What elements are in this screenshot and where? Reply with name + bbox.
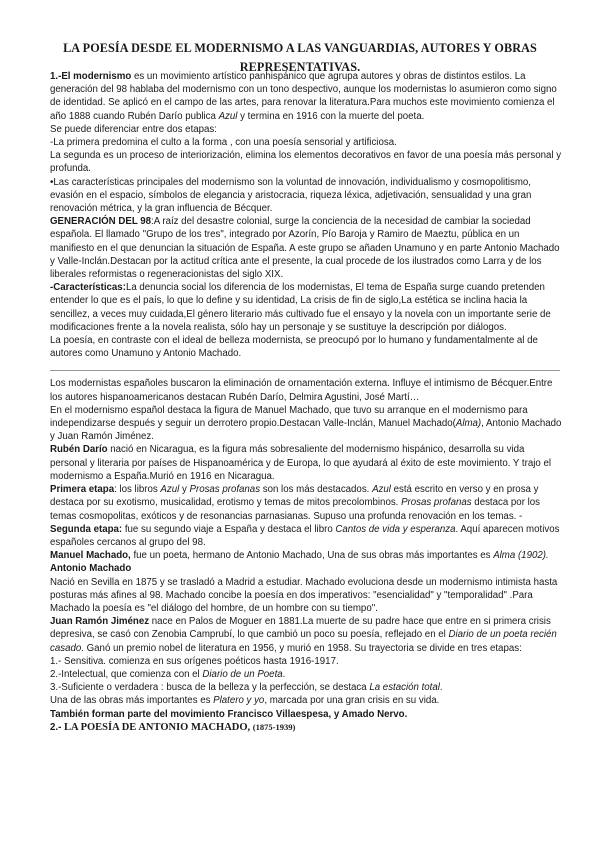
document-body xyxy=(50,70,562,734)
paragraph-text: fue un poeta, hermano de Antonio Machado, Una de sus obras más importantes es xyxy=(130,550,494,562)
paragraph-segunda: La segunda es un proceso de interiorización, elimina los elementos decorativos en favor de una poesía más personal y profunda. xyxy=(50,150,562,175)
book-title: Prosas profanas xyxy=(189,484,261,496)
list-item-etapa-2 xyxy=(50,668,562,681)
book-title: Alma) xyxy=(455,418,482,430)
term-primera-etapa: Primera etapa xyxy=(50,484,115,496)
paragraph-text: 3.-Suficiente o verdadera : busca de la belleza y la perfección, se destaca xyxy=(50,682,370,694)
paragraph-text: En el modernismo español destaca la figura de Manuel Machado, que tuvo su arranque en el modernismo para independizarse después y seguir un derrotero propio.Destacan Valle-Inclán, Manuel Machado( xyxy=(50,404,528,430)
book-title: Diario de un Poeta xyxy=(202,668,283,680)
paragraph-text: , marcada por una gran crisis en su vida. xyxy=(264,695,440,707)
paragraph-caracteristicas-modernismo: •Las características principales del modernismo son la voluntad de innovación, individualismo y cosmopolitismo, evasión en el espacio, símbolos de elegancia y aristocracia, riqueza léxica, adjetivación, sensualidad y una gran renovación métrica, y la gran influencia de Bécquer. xyxy=(50,176,532,215)
paragraph-text: y termina en 1916 con la muerte del poeta. xyxy=(237,110,425,122)
paragraph-text: nace en Palos de Moguer en 1881.La muerte de su padre hace que entre en si primera crisis depresiva, se casó con Zenobia Camprubí, lo que cambió un poco su poesía, reflejado en el xyxy=(50,616,551,641)
term-generacion-98: GENERACIÓN DEL 98 xyxy=(50,216,152,228)
heading-antonio-machado xyxy=(50,562,562,575)
paragraph-poesia-contraste: La poesía, en contraste con el ideal de belleza modernista, se preocupó por lo humano y fundamentalmente al de autores como Unamuno y Antonio Machado. xyxy=(50,335,538,360)
paragraph-primera: -La primera predomina el culto a la forma , con una poesía sensorial y artificiosa. xyxy=(50,137,397,149)
paragraph-text: :A raíz del desastre colonial, surge la conciencia de la necesidad de cambiar la sociedad española. El llamado "Grupo de los tres", integrado por Azorín, Pío Baroja y Ramiro de Maeztu, pública en un manifiesto en el que denuncian la situación de España. A este grupo se añaden Unamuno y en parte Antonio Machado y Valle-Inclán.Destacan por la actitud crítica ante el presente, la cual procede de los ilustrados como Larra y de los liberales reformistas o regeneracionistas del siglo XIX. xyxy=(50,216,560,281)
term-juan-ramon-jimenez: Juan Ramón Jiménez xyxy=(50,616,150,628)
paragraph-primera-etapa xyxy=(50,483,562,549)
paragraph-text: es un movimiento artístico panhispánico que agrupa autores y obras de distintos estilos. La generación del 98 hablaba del modernismo con un tono despectivo, aunque los modernistas lo asumieron como signo de identidad. Se aplicó en el campo de las artes, para renovar la literatura.Para muchos este movimiento comienza el año 1888 cuando Rubén Darío publica xyxy=(50,71,557,122)
section-number: 1.- xyxy=(50,71,62,82)
term-antonio-machado: Antonio Machado xyxy=(50,563,132,575)
paragraph-text: nació en Nicaragua, es la figura más sobresaliente del modernismo hispánico, desarrolla su vida personal y literaria por países de Hispanoamérica y de Europa, lo que ayudará al éxito de este movimiento. Y trajo el modernismo a España.Murió en 1916 en Nicaragua. xyxy=(50,444,551,482)
list-item-etapa-1: 1.- Sensitiva. comienza en sus orígenes poéticos hasta 1916-1917. xyxy=(50,655,339,667)
book-title: Platero y yo xyxy=(213,695,265,707)
paragraph-text: destaca por los temas cosmopolitas, exóticos y de resonancias parnasianas. Supuso una profunda renovación en los temas. - xyxy=(50,497,540,522)
paragraph-text: Una de las obras más importantes es xyxy=(50,695,214,707)
paragraph-text: . Aquí aparecen motivos españoles cercanos al grupo del 98. xyxy=(50,523,560,548)
document-title: LA POESÍA DESDE EL MODERNISMO A LAS VANGUARDIAS, AUTORES Y OBRAS REPRESENTATIVAS. xyxy=(63,41,537,74)
paragraph-text: y xyxy=(179,484,190,496)
term-modernismo: El modernismo xyxy=(61,71,132,82)
paragraph-text: son los más destacados. xyxy=(260,484,373,496)
paragraph-ruben-dario xyxy=(50,443,562,483)
term-caracteristicas: -Características: xyxy=(50,282,126,294)
book-title: Azul xyxy=(218,110,238,122)
book-title: Alma (1902). xyxy=(493,550,549,562)
paragraph-text: También forman parte del movimiento Francisco Villaespesa, y Amado Nervo. xyxy=(50,708,408,720)
term-segunda-etapa: Segunda etapa: xyxy=(50,523,123,535)
paragraph-modernismo-espanol xyxy=(50,404,562,444)
paragraph-text: : los libros xyxy=(114,484,161,496)
paragraph-antonio-machado: Nació en Sevilla en 1875 y se trasladó a Madrid a estudiar. Machado evoluciona desde un modernismo intimista hasta posturas más afines al 98. Machado concibe la poesía en dos imperativos: "esencialidad" y "temporalidad" .Para Machado la poesía es "el diálogo del hombre, de un hombre con su tiempo". xyxy=(50,576,558,614)
book-title: Prosas profanas xyxy=(401,497,472,509)
book-title: Diario de un poeta recién casado xyxy=(50,629,557,654)
term-ruben-dario: Rubén Darío xyxy=(50,444,108,456)
paragraph-text: está escrito en verso y en prosa y destaca por su exotismo, musicalidad, erotismo y temas de mitos precolombinos. xyxy=(50,484,539,509)
paragraph-text: . Ganó un premio nobel de literatura en 1956, y murió en 1958. Su trayectoria se divide en tres etapas: xyxy=(81,642,522,654)
book-title: La estación total xyxy=(369,682,440,694)
section-divider xyxy=(50,370,560,371)
paragraph-text: , Antonio Machado y Juan Ramón Jiménez. xyxy=(50,418,562,443)
paragraph-text: 2.-Intelectual, que comienza con el xyxy=(50,668,203,680)
book-title: Azul xyxy=(372,484,391,496)
paragraph-manuel-machado xyxy=(50,549,562,562)
paragraph-text: La denuncia social los diferencia de los modernistas, El tema de España surge cuando pretenden entender lo que es el país, lo que lo define y su identidad, La crisis de fin de siglo,La estética se inclina hacia la sencillez, a veces muy cuidada,El género literario más cultivado fue el ensayo y la novela con un importante serie de modificaciones frente a la novela realista, sólo hay un personaje y se sustituye la descripción por diálogos. xyxy=(50,282,551,333)
paragraph-generacion-98 xyxy=(50,215,562,281)
section-number: 2.- xyxy=(50,721,62,733)
paragraph-text: . xyxy=(439,682,443,694)
paragraph-modernismo-intro xyxy=(50,70,562,123)
paragraph-etapas: Se puede diferenciar entre dos etapas: xyxy=(50,123,217,135)
paragraph-modernistas-espanoles: Los modernistas españoles buscaron la eliminación de ornamentación externa. Influye el intimismo de Bécquer.Entre los autores hispanoamericanos destacan Rubén Darío, Delmira Agustini, José Martí… xyxy=(50,378,553,403)
paragraph-text: fue su segundo viaje a España y destaca el libro xyxy=(122,523,336,535)
section-title: LA POESÍA DE ANTONIO MACHADO, xyxy=(61,721,253,733)
term-manuel-machado: Manuel Machado, xyxy=(50,550,131,562)
paragraph-juan-ramon-jimenez xyxy=(50,615,562,655)
paragraph-tambien xyxy=(50,708,562,721)
book-title: Azul xyxy=(160,484,180,496)
section-years: (1875-1939) xyxy=(252,721,296,732)
paragraph-platero xyxy=(50,694,562,707)
paragraph-caracteristicas-98 xyxy=(50,281,562,334)
book-title: Cantos de vida y esperanza xyxy=(335,523,456,535)
list-item-etapa-3 xyxy=(50,681,562,694)
heading-section-2 xyxy=(50,721,562,734)
paragraph-text: . xyxy=(282,668,286,680)
